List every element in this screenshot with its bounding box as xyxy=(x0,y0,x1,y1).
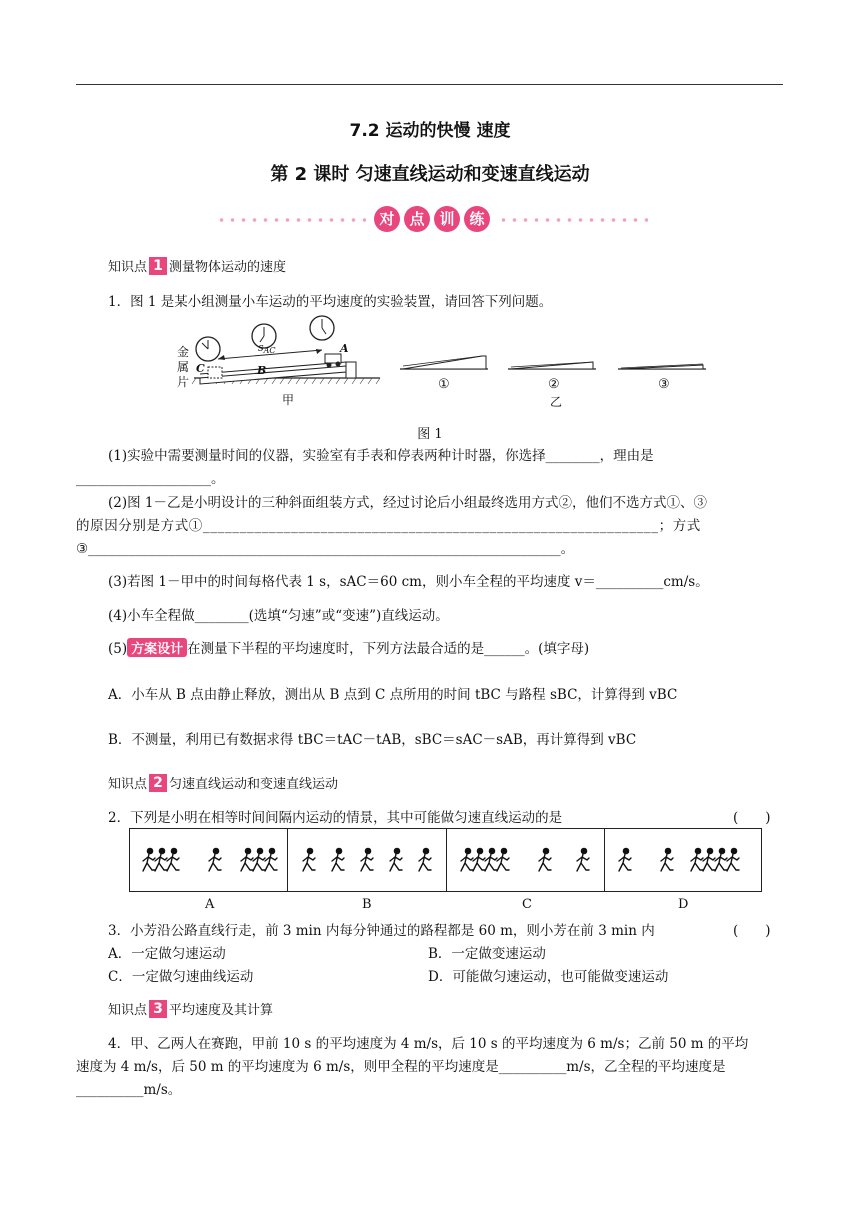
walking-person-icon xyxy=(661,848,673,871)
knowledge-point-1 xyxy=(108,256,286,275)
kp-number: 2 xyxy=(149,774,167,792)
q3-option-b: B．一定做变速运动 xyxy=(428,946,546,962)
walking-person-icon xyxy=(361,848,373,871)
walking-person-icon xyxy=(485,848,497,871)
header-rule xyxy=(76,84,783,85)
q1-part5 xyxy=(108,637,589,657)
q3-option-a: A．一定做匀速运动 xyxy=(108,946,226,962)
question-3-stem: 3．小芳沿公路直线行走，前 3 min 内每分钟通过的路程都是 60 m，则小芳在前 3 min 内 xyxy=(108,923,655,939)
label-sac: sAC xyxy=(258,341,276,355)
label-metal-2: 属 xyxy=(177,360,190,374)
walking-person-icon xyxy=(461,848,473,871)
label-point-a: A xyxy=(340,342,349,355)
walking-person-icon xyxy=(539,848,551,871)
ramp-label-3: ③ xyxy=(658,377,670,392)
ramp-label-1: ① xyxy=(438,377,450,392)
walking-person-icon xyxy=(167,848,179,871)
kp-title: 匀速直线运动和变速直线运动 xyxy=(169,777,339,792)
label-jia: 甲 xyxy=(282,393,295,407)
banner-char: 练 xyxy=(464,206,490,232)
banner-char: 点 xyxy=(404,206,430,232)
figure-jia xyxy=(177,316,380,407)
lesson-title: 第 2 课时 匀速直线运动和变速直线运动 xyxy=(270,164,590,185)
section-title: 7.2 运动的快慢 速度 xyxy=(349,121,511,141)
walking-person-icon xyxy=(253,848,265,871)
label-metal-1: 金 xyxy=(177,345,190,359)
walking-person-icon xyxy=(303,848,315,871)
walking-person-icon xyxy=(209,848,221,871)
motion-scenes-box xyxy=(129,828,762,892)
walking-person-icon xyxy=(619,848,631,871)
q1-part1-line2: ____________________。 xyxy=(76,471,225,487)
question-2-stem: 2．下列是小明在相等时间间隔内运动的情景，其中可能做匀速直线运动的是 xyxy=(108,810,563,826)
banner-dots-right xyxy=(498,218,648,222)
kp-number: 3 xyxy=(149,1000,167,1018)
scene-label-d: D xyxy=(678,897,689,912)
knowledge-point-2 xyxy=(108,773,338,792)
ramp-label-2: ② xyxy=(548,377,560,392)
q1-part2-line1: (2)图 1－乙是小明设计的三种斜面组装方式，经过讨论后小组最终选用方式②，他们不选方式①、③ xyxy=(108,495,708,511)
kp-title: 测量物体运动的速度 xyxy=(169,260,287,275)
q1-part2-line3: ③______________________________________________________________________。 xyxy=(76,541,575,557)
walking-person-icon xyxy=(715,848,727,871)
q1-part3: (3)若图 1－甲中的时间每格代表 1 s，sAC＝60 cm，则小车全程的平均速度 v＝__________cm/s。 xyxy=(108,574,709,590)
scene-label-b: B xyxy=(362,897,372,912)
walking-person-icon xyxy=(727,848,739,871)
walking-person-icon xyxy=(703,848,715,871)
scene-label-a: A xyxy=(205,897,215,912)
question-4-line1: 4．甲、乙两人在赛跑，甲前 10 s 的平均速度为 4 m/s，后 10 s 的平均速度为 6 m/s；乙前 50 m 的平均 xyxy=(108,1036,749,1052)
figure-1 xyxy=(170,312,720,412)
banner-dots-left xyxy=(216,218,366,222)
q3-option-d: D．可能做匀速运动，也可能做变速运动 xyxy=(428,969,669,985)
label-metal-3: 片 xyxy=(177,375,190,389)
question-4-line2: 速度为 4 m/s，后 50 m 的平均速度为 6 m/s，则甲全程的平均速度是__________m/s，乙全程的平均速度是 xyxy=(76,1059,726,1075)
answer-bracket: ( ) xyxy=(733,923,771,939)
q1-option-a: A．小车从 B 点由静止释放，测出从 B 点到 C 点所用的时间 tBC 与路程 sBC，计算得到 vBC xyxy=(108,687,678,703)
walking-person-icon xyxy=(390,848,402,871)
walking-person-icon xyxy=(265,848,277,871)
question-4-line3: __________m/s。 xyxy=(76,1082,182,1098)
walking-person-icon xyxy=(241,848,253,871)
walking-person-icon xyxy=(332,848,344,871)
walking-person-icon xyxy=(577,848,589,871)
walking-person-icon xyxy=(143,848,155,871)
figure-1-caption: 图 1 xyxy=(417,427,443,442)
kp-prefix: 知识点 xyxy=(108,777,148,792)
walking-person-icon xyxy=(691,848,703,871)
walking-person-icon xyxy=(155,848,167,871)
q1-part1-line1: (1)实验中需要测量时间的仪器，实验室有手表和停表两种计时器，你选择________，理由是 xyxy=(108,448,654,464)
plan-design-tag: 方案设计 xyxy=(127,638,187,657)
walking-person-icon xyxy=(419,848,431,871)
banner-char: 训 xyxy=(434,206,460,232)
answer-bracket: ( ) xyxy=(733,810,771,826)
q3-option-c: C．一定做匀速曲线运动 xyxy=(108,969,254,985)
q1-part2-line2: 的原因分别是方式①______________________________________________________________；方式 xyxy=(76,518,701,534)
figure-yi xyxy=(400,356,706,409)
knowledge-point-3 xyxy=(108,999,273,1018)
label-yi: 乙 xyxy=(550,395,563,409)
practice-banner xyxy=(216,206,646,234)
label-point-b: B xyxy=(257,364,267,377)
q1-option-b: B．不测量，利用已有数据求得 tBC＝tAC－tAB，sBC＝sAC－sAB，再计算得到 vBC xyxy=(108,732,637,748)
q1-part4: (4)小车全程做________(选填“匀速”或“变速”)直线运动。 xyxy=(108,608,449,624)
scene-label-c: C xyxy=(522,897,532,912)
kp-number: 1 xyxy=(149,257,167,275)
question-1-stem: 1．图 1 是某小组测量小车运动的平均速度的实验装置，请回答下列问题。 xyxy=(108,294,553,310)
kp-title: 平均速度及其计算 xyxy=(169,1003,274,1018)
label-point-c: C xyxy=(196,362,205,375)
q1-part5-number: (5) xyxy=(108,641,128,657)
kp-prefix: 知识点 xyxy=(108,1003,148,1018)
walking-figures xyxy=(130,829,761,891)
kp-prefix: 知识点 xyxy=(108,260,148,275)
q1-part5-text: 在测量下半程的平均速度时，下列方法最合适的是______。(填字母) xyxy=(187,641,590,657)
walking-person-icon xyxy=(497,848,509,871)
banner-char: 对 xyxy=(374,206,400,232)
walking-person-icon xyxy=(473,848,485,871)
